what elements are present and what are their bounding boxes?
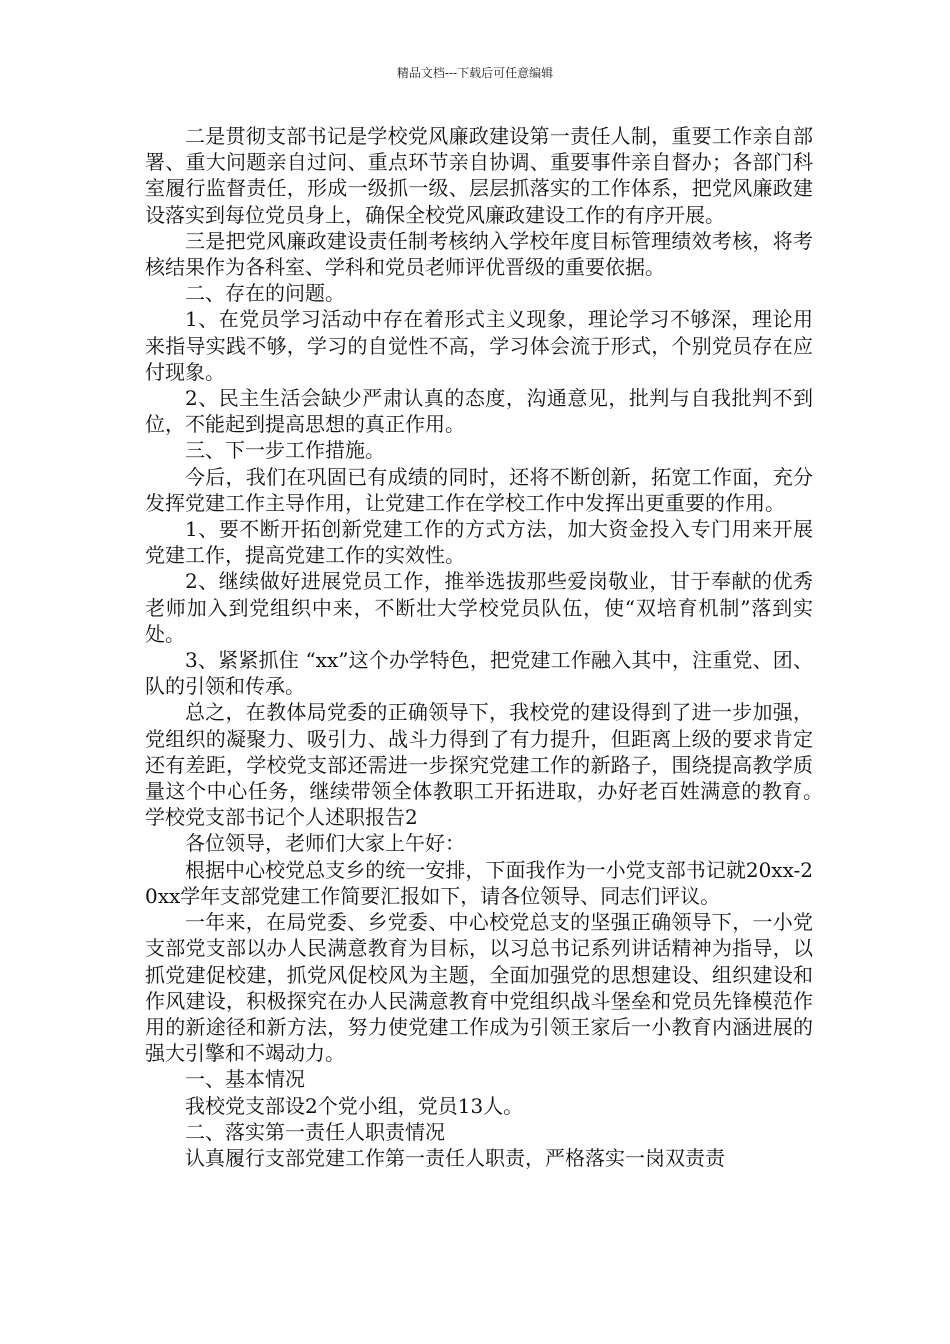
- paragraph: 一年来，在局党委、乡党委、中心校党总支的坚强正确领导下，一小党支部党支部以办人民满意教育为目标，以习总书记系列讲话精神为指导，以抓党建促校建，抓党风促校风为主题，全面加强党的思想建设、组织建设和作风建设，积极探究在办人民满意教育中党组织战斗堡垒和党员先锋模范作用的新途径和新方法，努力使党建工作成为引领王家后一小教育内涵进展的强大引擎和不竭动力。: [145, 910, 813, 1066]
- paragraph: 今后，我们在巩固已有成绩的同时，还将不断创新，拓宽工作面，充分发挥党建工作主导作用，让党建工作在学校工作中发挥出更重要的作用。: [145, 464, 813, 515]
- paragraph: 根据中心校党总支乡的统一安排，下面我作为一小党支部书记就20xx-20xx学年支部党建工作简要汇报如下，请各位领导、同志们评议。: [145, 857, 813, 908]
- page-header: 精品文档---下载后可任意编辑: [396, 66, 554, 80]
- paragraph: 1、在党员学习活动中存在着形式主义现象，理论学习不够深，理论用来指导实践不够，学习的自觉性不高，学习体会流于形式，个别党员存在应付现象。: [145, 307, 813, 384]
- paragraph: 三是把党风廉政建设责任制考核纳入学校年度目标管理绩效考核，将考核结果作为各科室、学科和党员老师评优晋级的重要依据。: [145, 228, 813, 280]
- paragraph: 1、要不断开拓创新党建工作的方式方法，加大资金投入专门用来开展党建工作，提高党建工作的实效性。: [145, 517, 813, 568]
- paragraph: 我校党支部设2个党小组，党员13人。: [185, 1093, 524, 1118]
- paragraph: 2、民主生活会缺少严肃认真的态度，沟通意见，批判与自我批判不到位，不能起到提高思想的真正作用。: [145, 386, 813, 437]
- paragraph: 3、紧紧抓住 “xx”这个办学特色，把党建工作融入其中，注重党、团、队的引领和传承。: [145, 648, 813, 699]
- salutation: 各位领导，老师们大家上午好：: [185, 831, 465, 856]
- paragraph: 2、继续做好进展党员工作，推举选拔那些爱岗敬业，甘于奉献的优秀老师加入到党组织中来，不断壮大学校党员队伍，使“双培育机制”落到实处。: [145, 569, 813, 646]
- section-heading: 三、下一步工作措施。: [185, 438, 385, 463]
- paragraph: 二是贯彻支部书记是学校党风廉政建设第一责任人制，重要工作亲自部署、重大问题亲自过问、重点环节亲自协调、重要事件亲自督办；各部门科室履行监督责任，形成一级抓一级、层层抓落实的工作体系，把党风廉政建设落实到每位党员身上，确保全校党风廉政建设工作的有序开展。: [145, 124, 813, 227]
- section-heading: 一、基本情况: [185, 1067, 305, 1092]
- document-body: [145, 123, 853, 1171]
- section-heading: 二、落实第一责任人职责情况: [185, 1119, 445, 1144]
- section-heading: 二、存在的问题。: [185, 281, 345, 306]
- paragraph: 认真履行支部党建工作第一责任人职责，严格落实一岗双责责: [185, 1145, 725, 1170]
- paragraph: 总之，在教体局党委的正确领导下，我校党的建设得到了进一步加强，党组织的凝聚力、吸引力、战斗力得到了有力提升，但距离上级的要求肯定还有差距，学校党支部还需进一步探究党建工作的新路子，围绕提高教学质量这个中心任务，继续带领全体教职工开拓进取，办好老百姓满意的教育。 学校党支部书记个人述职报告2: [145, 700, 853, 830]
